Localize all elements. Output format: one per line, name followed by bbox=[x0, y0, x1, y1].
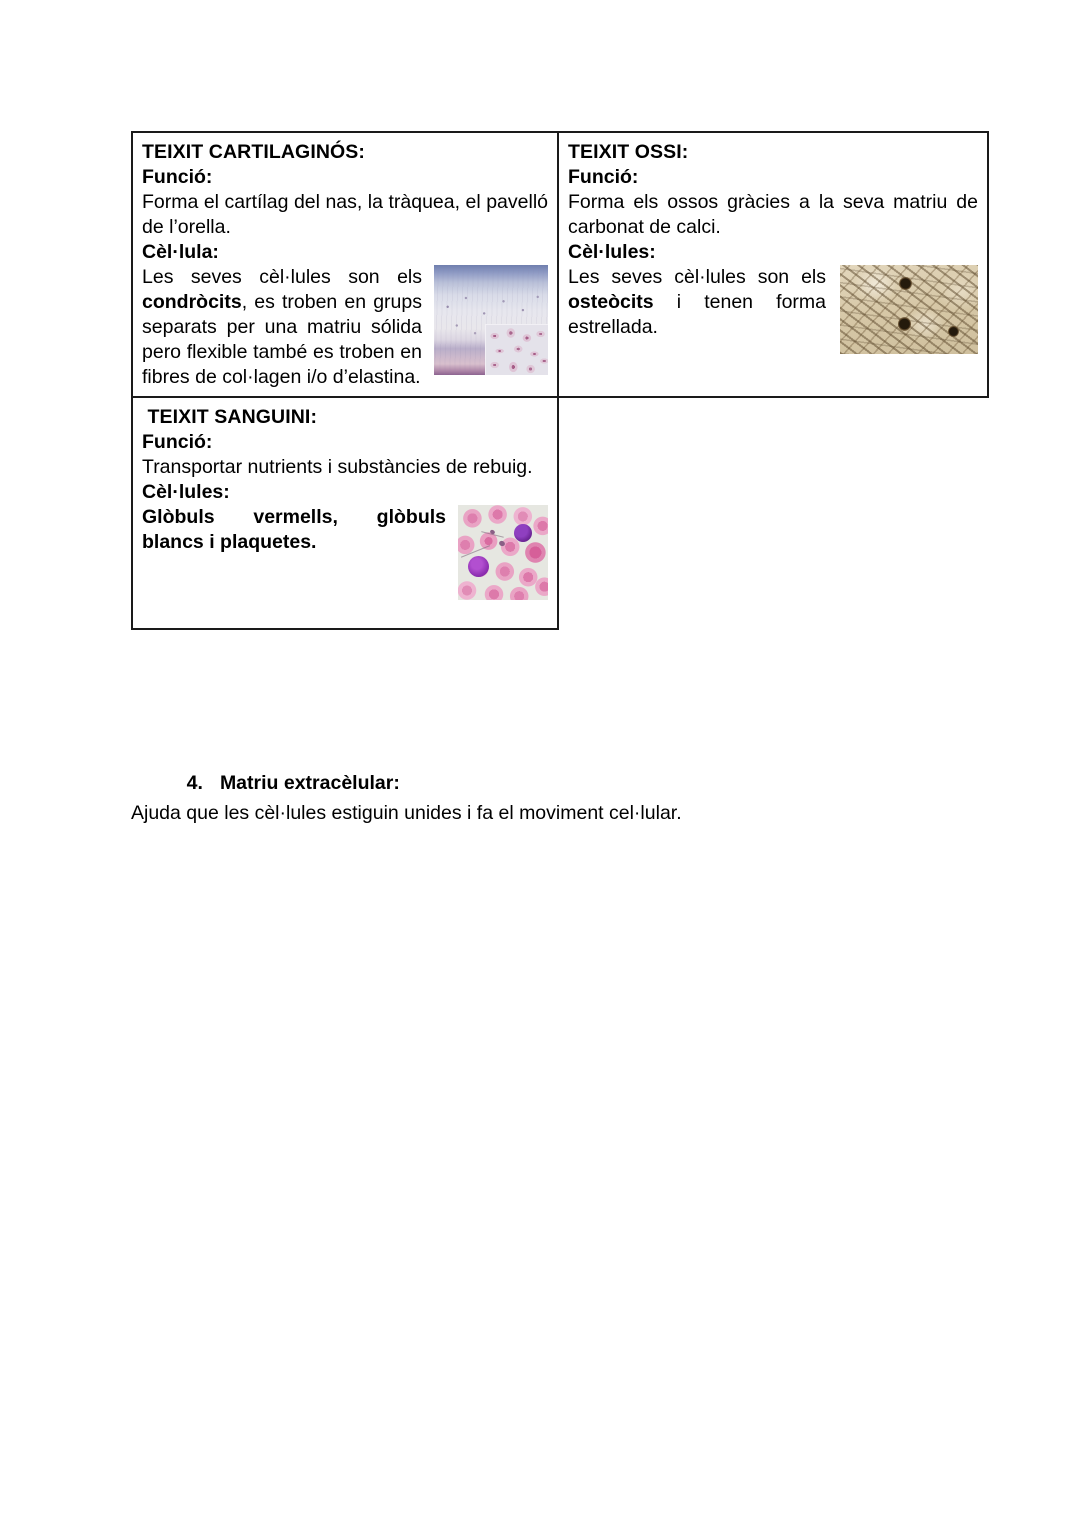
white-blood-cell bbox=[514, 524, 532, 542]
bone-cell-text-part1: Les seves cèl·lules son els bbox=[568, 266, 826, 288]
blood-function-text: Transportar nutrients i substàncies de rebuig. bbox=[142, 456, 533, 478]
table-cell-cartilage bbox=[132, 132, 558, 397]
cartilage-title: TEIXIT CARTILAGINÓS: bbox=[142, 141, 365, 163]
section-paragraph: Ajuda que les cèl·lules estiguin unides i fa el moviment cel·lular. bbox=[131, 802, 682, 824]
bone-cell-text-part2: i tenen forma estrellada. bbox=[568, 291, 826, 338]
blood-title: TEIXIT SANGUINI: bbox=[142, 406, 318, 428]
bone-cell-label: Cèl·lules: bbox=[568, 241, 656, 263]
cartilage-cell-label: Cèl·lula: bbox=[142, 241, 219, 263]
blood-cell-label: Cèl·lules: bbox=[142, 481, 230, 503]
table-row bbox=[132, 397, 988, 629]
cartilage-cell-text-part2: , es troben en grups separats per una matriu sólida pero flexible també es troben en fibres de col·lagen i/o d’elastina. bbox=[142, 291, 422, 388]
blood-cell-spacer bbox=[142, 604, 548, 622]
blood-function-label: Funció: bbox=[142, 431, 213, 453]
cartilage-cell-text-part1: Les seves cèl·lules son els bbox=[142, 266, 422, 288]
table-cell-blood bbox=[132, 397, 558, 629]
blood-cell-text: Glòbuls vermells, glòbuls blancs i plaquetes. bbox=[142, 506, 446, 553]
table-cell-empty bbox=[558, 397, 988, 629]
bone-function-label: Funció: bbox=[568, 166, 639, 188]
bone-title: TEIXIT OSSI: bbox=[568, 141, 689, 163]
bone-function-text: Forma els ossos gràcies a la seva matriu de carbonat de calci. bbox=[568, 191, 978, 238]
tissue-types-table bbox=[131, 131, 989, 630]
section-number: 4. bbox=[186, 772, 203, 794]
cartilage-inset-detail bbox=[485, 324, 548, 375]
cartilage-function-text: Forma el cartílag del nas, la tràquea, el pavelló de l’orella. bbox=[142, 191, 548, 238]
bone-micrograph bbox=[840, 265, 978, 354]
osteocyte-marker bbox=[948, 326, 959, 337]
osteocyte-marker bbox=[898, 317, 911, 331]
cartilage-cell-term: condròcits bbox=[142, 291, 242, 313]
cartilage-function-label: Funció: bbox=[142, 166, 213, 188]
cartilage-micrograph bbox=[434, 265, 548, 375]
bone-cell-term: osteòcits bbox=[568, 291, 654, 313]
section-title: Matriu extracèlular: bbox=[219, 772, 400, 794]
table-row bbox=[132, 132, 988, 397]
blood-smear-micrograph bbox=[458, 505, 548, 600]
table-cell-bone bbox=[558, 132, 988, 397]
